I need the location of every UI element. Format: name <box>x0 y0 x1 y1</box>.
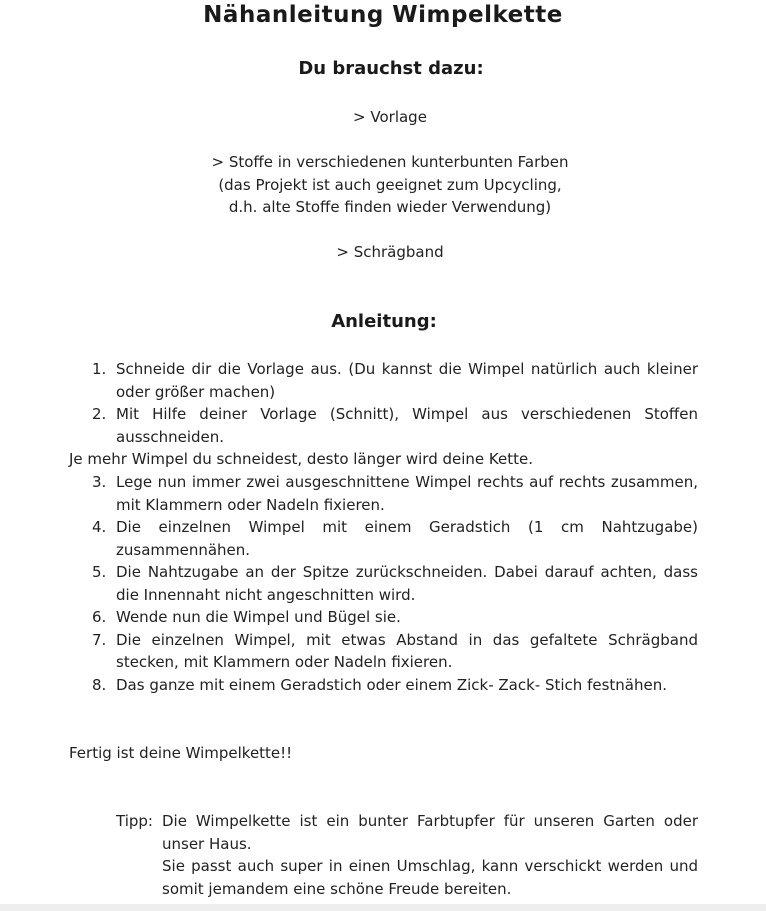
step-text: Die einzelnen Wimpel, mit etwas Abstand in das gefaltete Schrägband stecken, mit Klammern oder Nadeln fixieren. <box>116 630 698 671</box>
step-item <box>92 516 698 561</box>
step-item <box>92 561 698 606</box>
step-item <box>92 403 698 448</box>
step-item <box>92 471 698 516</box>
step-number: 5. <box>92 563 107 581</box>
tip-line-2: Sie passt auch super in einen Umschlag, kann verschickt werden und somit jemandem eine schöne Freude bereiten. <box>162 857 698 898</box>
step-text: Lege nun immer zwei ausgeschnittene Wimpel rechts auf rechts zusammen, mit Klammern oder Nadeln fixieren. <box>116 473 698 514</box>
steps-list-b <box>92 471 698 696</box>
step-item <box>92 674 698 697</box>
closing-text: Fertig ist deine Wimpelkette!! <box>69 744 293 762</box>
tip-label: Tipp: <box>116 812 153 830</box>
step-text: Mit Hilfe deiner Vorlage (Schnitt), Wimpel aus verschiedenen Stoffen ausschneiden. <box>116 405 698 446</box>
instructions-heading: Anleitung: <box>331 311 437 332</box>
step-item <box>92 606 698 629</box>
materials-heading: Du brauchst dazu: <box>298 58 484 79</box>
step-text: Das ganze mit einem Geradstich oder einem Zick- Zack- Stich festnähen. <box>116 675 667 694</box>
material-item-fabrics: > Stoffe in verschiedenen kunterbunten Farben <box>211 153 569 171</box>
material-item-fabrics-note: (das Projekt ist auch geeignet zum Upcycling, <box>218 175 562 194</box>
step-item <box>92 358 698 403</box>
steps-list-a <box>92 358 698 448</box>
step-number: 1. <box>92 360 107 378</box>
step-item <box>92 629 698 674</box>
step-number: 3. <box>92 473 107 491</box>
step-number: 7. <box>92 630 107 649</box>
step-text: Die Nahtzugabe an der Spitze zurückschneiden. Dabei darauf achten, dass die Innennaht nicht angeschnitten wird. <box>116 563 698 604</box>
step-number: 2. <box>92 405 107 423</box>
note-text: Je mehr Wimpel du schneidest, desto länger wird deine Kette. <box>69 450 533 468</box>
bottom-edge <box>0 904 766 911</box>
material-item-fabrics-note-2: d.h. alte Stoffe finden wieder Verwendung) <box>228 198 552 216</box>
tip-line-1: Die Wimpelkette ist ein bunter Farbtupfer für unseren Garten oder unser Haus. <box>162 812 698 853</box>
step-number: 8. <box>92 675 107 694</box>
step-number: 4. <box>92 518 107 536</box>
material-item-template: > Vorlage <box>353 108 427 126</box>
material-item-bias-tape: > Schrägband <box>336 243 444 261</box>
step-text: Wende nun die Wimpel und Bügel sie. <box>116 608 401 626</box>
page-title: Nähanleitung Wimpelkette <box>203 2 563 28</box>
tip-body <box>162 810 698 900</box>
step-text: Schneide dir die Vorlage aus. (Du kannst die Wimpel natürlich auch kleiner oder größer machen) <box>116 360 698 401</box>
step-number: 6. <box>92 608 107 626</box>
step-text: Die einzelnen Wimpel mit einem Geradstich (1 cm Nahtzugabe) zusammennähen. <box>116 518 698 559</box>
